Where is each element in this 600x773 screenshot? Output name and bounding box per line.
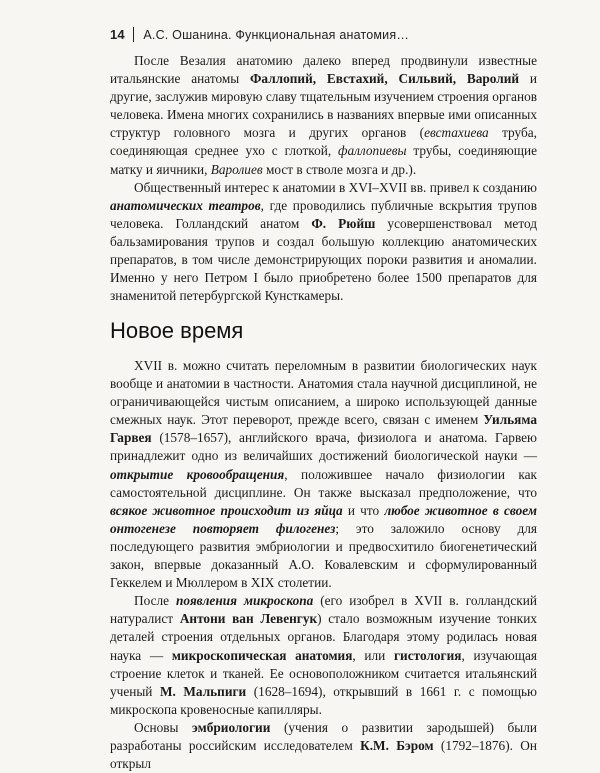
running-head [110,27,409,42]
paragraph [110,357,537,592]
text-run: (1578–1657), английского врача, физиолога и анатома. Гарвею принадлежит одно из величайших достижений биологической науки — [110,430,537,464]
bold-italic-term: появления микроскопа [175,593,314,609]
text-run: После [134,593,176,609]
text-block-top [110,52,537,305]
header-divider [133,27,135,42]
text-run: ; это заложило основу для последующего развития эмбриологии и предвосхитило биогенетический закон, впервые доказанный А.О. Ковалевским и сформулированный Геккелем и Мюллером в XIX столетии. [110,520,537,591]
bold-term: гистология [394,647,462,663]
text-run: Основы [134,719,193,735]
text-run: мост в стволе мозга и др.). [262,161,417,177]
bold-italic-term: открытие кровообращения [110,466,285,482]
bold-term: микроскопическая анатомия [171,647,353,663]
text-run: ) стало возможным изучение тонких деталей строения отдельных органов. Благодаря этому родилась новая наука — [110,611,537,663]
bold-name: Уильяма Гарвея [110,412,537,446]
text-run: , положившее начало физиологии как самостоятельной дисциплине. Он также высказал предположение, что [110,466,537,500]
bold-italic-term: всякое животное происходит из яйца [110,502,343,518]
bold-term: эмбриологии [192,719,271,735]
bold-name: М. Мальпиги [159,683,247,699]
paragraph [110,52,537,179]
text-run: , или [352,647,395,663]
text-run: , изучающая строение клеток и тканей. Ее основоположником считается итальянский ученый [110,647,537,699]
text-run: и что [342,502,385,518]
italic-term: Варолиев [210,161,263,177]
text-run: и другие, заслужив мировую славу тщательным изучением строения органов человека. Имена многих сохранились в названиях впервые ими описанных структур головного мозга и других органов ( [110,71,537,141]
text-run: (1628–1694), открывший в 1661 г. с помощью микроскопа кровеносные капилляры. [110,683,537,717]
text-run: После Везалия анатомию далеко вперед продвинули известные итальянские анатомы [110,53,537,87]
bold-names: Фаллопий, Евстахий, Сильвий, Варолий [250,71,520,87]
bold-name: К.М. Бэром [360,737,434,753]
italic-term: евстахиева [424,125,489,141]
bold-italic-term: любое животное в своем онтогенезе повторяет филогенез [110,502,537,536]
text-block-bottom [110,357,537,773]
text-run: (его изобрел в XVII в. голландский натуралист [110,593,537,627]
page-number: 14 [110,27,125,42]
running-title: А.С. Ошанина. Функциональная анатомия… [143,27,410,42]
text-run: , где проводились публичные вскрытия трупов человека. Голландский анатом [110,197,537,231]
text-run: XVII в. можно считать переломным в развитии биологических наук вообще и анатомии в частности. Анатомия стала научной дисциплиной, не ограничивающейся чистым описанием, а широко использующей данные смежных наук. Этот переворот, прежде всего, связан с именем [110,358,537,428]
paragraph [110,592,537,719]
text-run: Общественный интерес к анатомии в XVI–XVII вв. привел к созданию [134,179,537,195]
text-run: (учения о развитии зародышей) были разработаны российским исследователем [110,719,537,753]
paragraph [110,719,537,773]
section-title: Новое время [110,318,244,343]
paragraph [110,179,537,306]
bold-name: Ф. Рюйш [311,215,376,231]
text-run: усовершенствовал метод бальзамирования трупов и создал большую коллекцию анатомических препаратов, в том числе демонстрирующих пороки развития и аномалии. Именно у него Петром I было приобретено более 1500 препаратов для знаменитой петербургской Кунсткамеры. [110,215,537,304]
text-run: трубы, соединяющие матку и яичники, [110,143,537,177]
bold-italic-term: анатомических театров [110,197,261,213]
text-run: (1792–1876). Он открыл [110,737,537,772]
text-run: труба, соединяющая среднее ухо с глоткой, [110,125,537,159]
italic-term: фаллопиевы [338,143,407,159]
bold-name: Антони ван Левенгук [179,611,318,627]
